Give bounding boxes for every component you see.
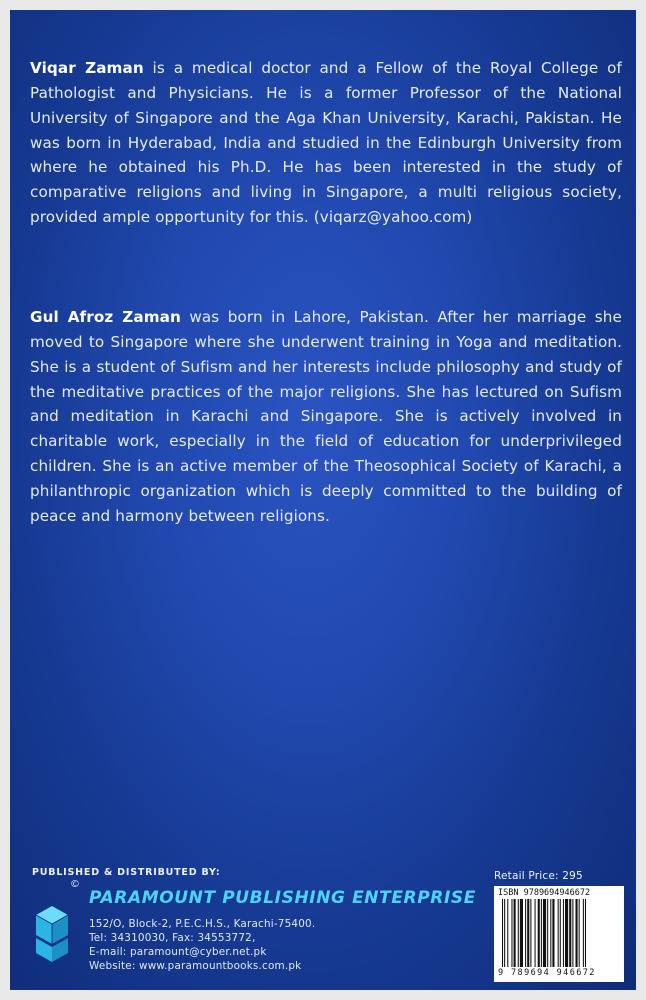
- barcode-icon: [502, 899, 616, 967]
- publisher-logo-icon: [32, 902, 72, 964]
- author-bio-viqar: [30, 56, 622, 230]
- author-bio-gul-afroz: [30, 305, 622, 528]
- barcode-box: [494, 886, 624, 982]
- retail-price: Retail Price: 295: [494, 870, 583, 882]
- publisher-website: Website: www.paramountbooks.com.pk: [89, 960, 302, 972]
- back-cover: [10, 10, 636, 990]
- publisher-address: 152/O, Block-2, P.E.C.H.S., Karachi-75400.: [89, 918, 316, 930]
- isbn-label: ISBN 9789694946672: [498, 888, 591, 898]
- author-name: Viqar Zaman: [30, 59, 144, 78]
- author-name: Gul Afroz Zaman: [30, 308, 181, 327]
- publisher-name: PARAMOUNT PUBLISHING ENTERPRISE: [89, 888, 476, 908]
- registered-mark: ©: [70, 879, 80, 890]
- barcode-digits: 9 789694 946672: [498, 968, 596, 978]
- publisher-heading: PUBLISHED & DISTRIBUTED BY:: [32, 867, 221, 878]
- publisher-email: E-mail: paramount@cyber.net.pk: [89, 946, 267, 958]
- bio-text: was born in Lahore, Pakistan. After her marriage she moved to Singapore where she underwent training in Yoga and meditation. She is a student of Sufism and her interests include philosophy and study of the meditative practices of the major religions. She has lectured on Sufism and meditation in Karachi and Singapore. She is actively involved in charitable work, especially in the field of education for underprivileged children. She is an active member of the Theosophical Society of Karachi, a philanthropic organization which is deeply committed to the building of peace and harmony between religions.: [30, 308, 622, 525]
- bio-text: is a medical doctor and a Fellow of the Royal College of Pathologist and Physicians. He is a former Professor of the National University of Singapore and the Aga Khan University, Karachi, Pakistan. He was born in Hyderabad, India and studied in the Edinburgh University from where he obtained his Ph.D. He has been interested in the study of comparative religions and living in Singapore, a multi religious society, provided ample opportunity for this. (viqarz@yahoo.com): [30, 59, 622, 226]
- publisher-phone: Tel: 34310030, Fax: 34553772,: [89, 932, 256, 944]
